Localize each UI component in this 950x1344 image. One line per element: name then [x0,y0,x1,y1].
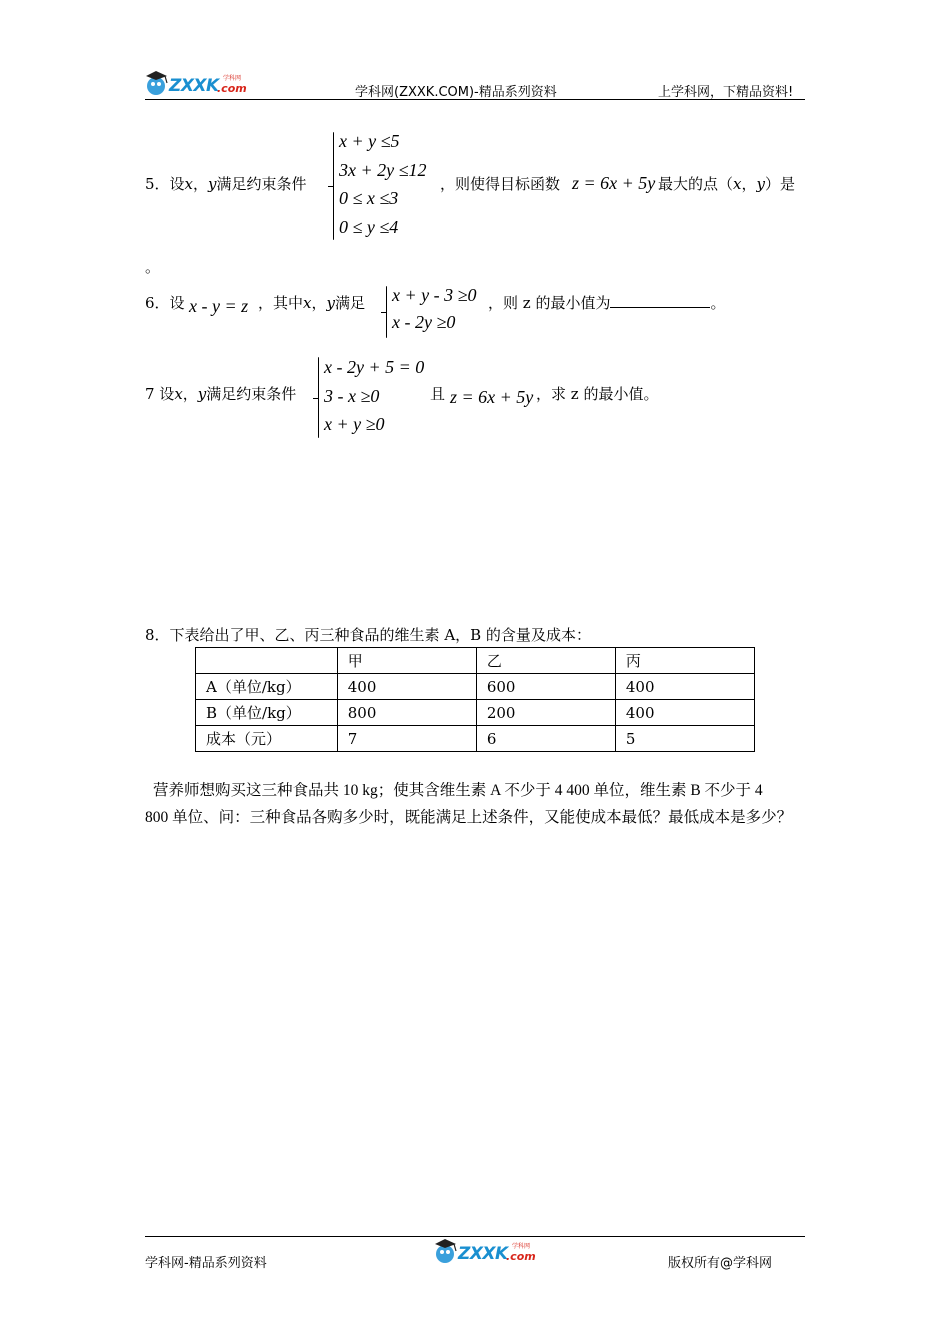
q6-constraint: x + y - 3 ≥0 [392,285,477,305]
q7-constraint: x + y ≥0 [324,414,385,434]
q7-constraint: 3 - x ≥0 [324,385,380,406]
q6-expression: x - y = z [189,296,249,316]
q7-constraint-system [324,353,424,439]
q6-brace [386,286,387,338]
table-cell: 600 [476,674,615,700]
table-cell: 200 [476,700,615,726]
table-cell: 800 [337,700,476,726]
table-row [196,648,755,674]
logo-cn: 学科网 [512,1243,531,1250]
q8-intro: 8．下表给出了甲、乙、丙三种食品的维生素 A，B 的含量及成本： [145,626,591,644]
q7-and: 且 [430,385,446,403]
q7-prefix: 7 设x，y满足约束条件 [145,385,297,403]
table-cell [196,648,338,674]
vitamin-table [195,647,755,752]
q6-tail: ，则 z 的最小值为 。 [488,294,726,312]
table-cell: 甲 [337,648,476,674]
table-cell: 7 [337,726,476,752]
q5-constraint: 0 ≤ x ≤3 [339,188,399,208]
logo-text: ZXXK [169,76,219,96]
q5-constraint-system [339,127,427,241]
header-rule [145,99,805,100]
table-cell: 丙 [615,648,754,674]
q7-brace [318,357,319,438]
q5-end: 。 [145,258,161,276]
q6-constraint-system [392,282,477,336]
table-cell: 6 [476,726,615,752]
table-cell: 400 [615,700,754,726]
q7-objective-function: z = 6x + 5y [450,387,534,407]
q5-prefix: 5．设x，y满足约束条件 [145,175,307,193]
q6-constraint: x - 2y ≥0 [392,312,456,332]
logo-cn: 学科网 [223,75,242,82]
table-cell: 400 [337,674,476,700]
q5-objective-function: z = 6x + 5y [572,173,656,193]
q5-constraint: 3x + 2y ≤12 [339,159,427,180]
table-cell: 400 [615,674,754,700]
q7-constraint: x - 2y + 5 = 0 [324,357,425,377]
table-cell: A（单位/kg） [196,674,338,700]
table-row [196,726,755,752]
q8-paragraph-line-1: 营养师想购买这三种食品共 10 kg；使其含维生素 A 不少于 4 400 单位，维生素 B 不少于 4 [153,782,763,799]
table-cell: B（单位/kg） [196,700,338,726]
header-center-text: 学科网(ZXXK.COM)-精品系列资料 [355,85,557,100]
table-cell: 5 [615,726,754,752]
q7-tail: ，求 z 的最小值。 [536,385,659,403]
table-row [196,674,755,700]
footer-logo [432,1238,537,1266]
footer-left-text: 学科网-精品系列资料 [145,1256,267,1271]
table-cell: 乙 [476,648,615,674]
header-logo [143,70,248,98]
footer-right-text: 版权所有@学科网 [668,1256,773,1271]
table-cell: 成本（元） [196,726,338,752]
logo-suffix: .com [217,82,247,95]
footer-rule [145,1236,805,1237]
q5-constraint: x + y ≤5 [339,131,400,151]
logo-suffix: .com [506,1250,536,1263]
answer-blank[interactable] [610,293,710,308]
table-row [196,700,755,726]
logo-text: ZXXK [458,1244,508,1264]
q6-prefix: 6．设 [145,294,185,312]
q8-paragraph-line-2: 800 单位、问：三种食品各购多少时，既能满足上述条件，又能使成本最低？最低成本是多少？ [145,809,793,826]
q5-brace [333,132,334,240]
q5-constraint: 0 ≤ y ≤4 [339,216,399,237]
q5-mid-text: ，则使得目标函数 [440,175,561,193]
header-right-text: 上学科网，下精品资料! [658,85,794,100]
q5-tail: 最大的点（x，y）是 [658,175,795,193]
q6-mid: ，其中x，y满足 [258,294,365,312]
